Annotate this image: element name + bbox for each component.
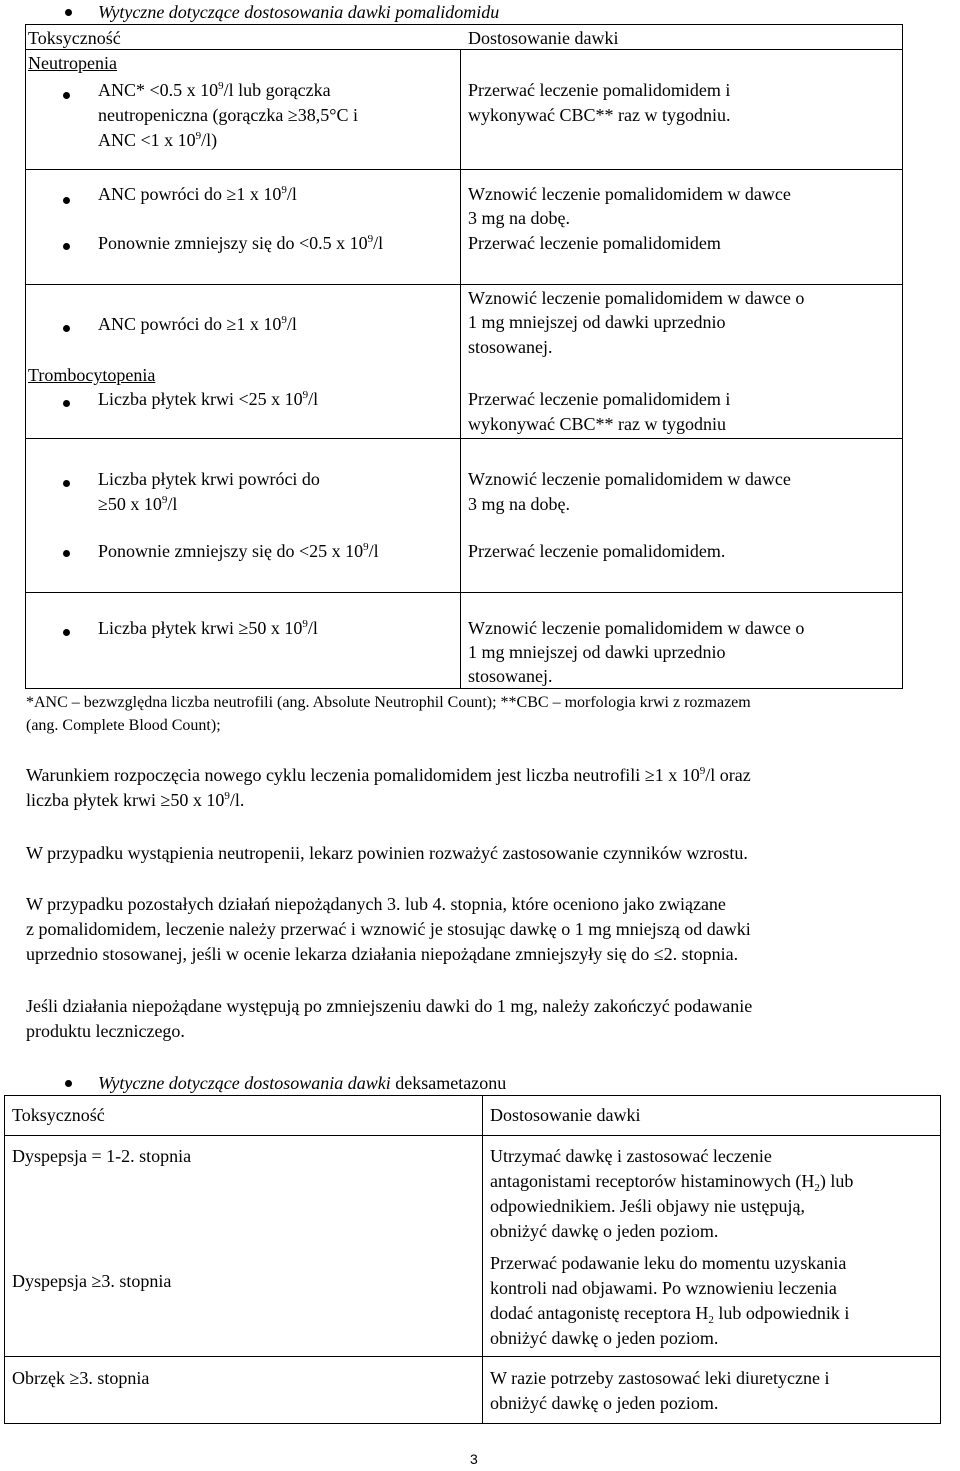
col-header-adjustment: Dostosowanie dawki — [468, 28, 619, 48]
table2-r1-right-line3: odpowiednikiem. Jeśli objawy nie ustępują, — [490, 1196, 805, 1216]
paragraph4-line1: Jeśli działania niepożądane występują po zmniejszeniu dawki do 1 mg, należy zakończyć podawanie — [26, 996, 753, 1016]
table2-r3-left: Obrzęk ≥3. stopnia — [12, 1368, 150, 1388]
table1-bottom-border — [25, 688, 903, 689]
thrombo-r4-right-line3: stosowanej. — [468, 666, 553, 686]
bullet-icon — [63, 480, 70, 487]
paragraph1-line2: liczba płytek krwi ≥50 x $10^9/l$. — [26, 790, 245, 810]
table2-row-divider — [4, 1356, 941, 1357]
table2-r2-right-line2: kontroli nad objawami. Po wznowieniu leczenia — [490, 1278, 837, 1298]
table2-top-border — [4, 1095, 941, 1096]
section1-heading: Wytyczne dotyczące dostosowania dawki pomalidomidu — [98, 2, 500, 22]
paragraph3-line1: W przypadku pozostałych działań niepożądanych 3. lub 4. stopnia, które oceniono jako związane — [26, 894, 726, 914]
table2-r1-left: Dyspepsja = 1-2. stopnia — [12, 1146, 192, 1166]
bullet-icon — [63, 400, 70, 407]
neutropenia-r4-left: ANC powróci do ≥1 x $10^9/l$ — [98, 314, 297, 334]
thrombo-r1-left: Liczba płytek krwi <25 x $10^9/l$ — [98, 389, 319, 409]
table2-col-header-adjustment: Dostosowanie dawki — [490, 1105, 641, 1125]
table2-column-divider — [482, 1095, 483, 1424]
page-number: 3 — [470, 1451, 478, 1467]
neutropenia-r4-right-line3: stosowanej. — [468, 337, 553, 357]
paragraph3-line3: uprzednio stosowanej, jeśli w ocenie lekarza działania niepożądane zmniejszyły się do ≤2. stopnia. — [26, 944, 739, 964]
bullet-icon — [65, 1080, 72, 1087]
table2-r3-right-line1: W razie potrzeby zastosować leki diuretyczne i — [490, 1368, 830, 1388]
neutropenia-r2-right-line2: 3 mg na dobę. — [468, 208, 570, 228]
table1-row-divider — [25, 284, 903, 285]
table1-header-divider — [25, 49, 903, 50]
table1-row-divider — [25, 438, 903, 439]
paragraph2: W przypadku wystąpienia neutropenii, lekarz powinien rozważyć zastosowanie czynników wzrostu. — [26, 843, 748, 863]
paragraph1-line1: Warunkiem rozpoczęcia nowego cyklu leczenia pomalidomidem jest liczba neutrofili ≥1 x $10^9/l$ oraz — [26, 765, 751, 785]
table2-bottom-border — [4, 1423, 941, 1424]
neutropenia-r1-left-line1: ANC* <0.5 x $10^9/l$ lub gorączka — [98, 80, 331, 100]
neutropenia-r4-right-line2: 1 mg mniejszej od dawki uprzednio — [468, 312, 726, 332]
bullet-icon — [63, 325, 70, 332]
table1-left-border — [25, 24, 26, 689]
thrombo-r3-left: Ponownie zmniejszy się do <25 x $10^9/l$ — [98, 541, 379, 561]
section2-heading: Wytyczne dotyczące dostosowania dawki deksametazonu — [98, 1073, 507, 1093]
thrombo-r4-right-line1: Wznowić leczenie pomalidomidem w dawce o — [468, 618, 805, 638]
neutropenia-title: Neutropenia — [28, 53, 117, 73]
bullet-icon — [63, 629, 70, 636]
table2-r3-right-line2: obniżyć dawkę o jeden poziom. — [490, 1393, 719, 1413]
table2-right-border — [940, 1095, 941, 1424]
table2-left-border — [4, 1095, 5, 1424]
table1-top-border — [25, 24, 903, 25]
table2-r1-right-line1: Utrzymać dawkę i zastosować leczenie — [490, 1146, 772, 1166]
thrombo-r2-left-line1: Liczba płytek krwi powróci do — [98, 469, 320, 489]
table1-right-border — [902, 24, 903, 689]
neutropenia-r2-right-line1: Wznowić leczenie pomalidomidem w dawce — [468, 184, 791, 204]
bullet-icon — [63, 243, 70, 250]
thrombo-r2-right-line1: Wznowić leczenie pomalidomidem w dawce — [468, 469, 791, 489]
bullet-icon — [63, 550, 70, 557]
table2-r2-left: Dyspepsja ≥3. stopnia — [12, 1271, 172, 1291]
col-header-toxicity: Toksyczność — [28, 28, 121, 48]
table2-r1-right-line2: antagonistami receptorów histaminowych $(H_2)$ lub — [490, 1171, 854, 1194]
neutropenia-r1-left-line2: neutropeniczna (gorączka ≥38,5°C i — [98, 105, 358, 125]
thrombo-r2-left-line2: ≥50 x $10^9/l$ — [98, 494, 178, 514]
thrombo-r2-right-line2: 3 mg na dobę. — [468, 494, 570, 514]
thrombo-r3-right: Przerwać leczenie pomalidomidem. — [468, 541, 726, 561]
table1-footnote-line1: *ANC – bezwzględna liczba neutrofili (ang. Absolute Neutrophil Count); **CBC – morfologia krwi z rozmazem — [26, 694, 751, 711]
neutropenia-r4-right-line1: Wznowić leczenie pomalidomidem w dawce o — [468, 288, 805, 308]
table2-r2-right-line1: Przerwać podawanie leku do momentu uzyskania — [490, 1253, 847, 1273]
table2-r1-right-line4: obniżyć dawkę o jeden poziom. — [490, 1221, 719, 1241]
thrombo-r1-right-line2: wykonywać CBC** raz w tygodniu — [468, 414, 726, 434]
paragraph3-line2: z pomalidomidem, leczenie należy przerwać i wznowić je stosując dawkę o 1 mg mniejszą od dawki — [26, 919, 751, 939]
bullet-icon — [63, 92, 70, 99]
thrombocytopenia-title: Trombocytopenia — [28, 365, 156, 385]
paragraph4-line2: produktu leczniczego. — [26, 1021, 185, 1041]
table1-row-divider — [25, 592, 903, 593]
neutropenia-r1-right-line2: wykonywać CBC** raz w tygodniu. — [468, 105, 731, 125]
neutropenia-r1-left-line3: ANC <1 x $10^9/l$) — [98, 130, 218, 150]
neutropenia-r3-right: Przerwać leczenie pomalidomidem — [468, 233, 721, 253]
neutropenia-r2-left: ANC powróci do ≥1 x $10^9/l$ — [98, 184, 297, 204]
bullet-icon — [65, 9, 72, 16]
table1-row-divider — [25, 169, 903, 170]
table2-header-divider — [4, 1135, 941, 1136]
table2-r2-right-line4: obniżyć dawkę o jeden poziom. — [490, 1328, 719, 1348]
neutropenia-r3-left: Ponownie zmniejszy się do <0.5 x $10^9/l$ — [98, 233, 384, 253]
neutropenia-r1-right-line1: Przerwać leczenie pomalidomidem i — [468, 80, 731, 100]
table1-footnote-line2: (ang. Complete Blood Count); — [26, 717, 221, 734]
thrombo-r1-right-line1: Przerwać leczenie pomalidomidem i — [468, 389, 731, 409]
table2-r2-right-line3: dodać antagonistę receptora $H_2$ lub odpowiednik i — [490, 1303, 850, 1326]
table2-col-header-toxicity: Toksyczność — [12, 1105, 105, 1125]
thrombo-r4-left: Liczba płytek krwi ≥50 x $10^9/l$ — [98, 618, 318, 638]
thrombo-r4-right-line2: 1 mg mniejszej od dawki uprzednio — [468, 642, 726, 662]
bullet-icon — [63, 197, 70, 204]
